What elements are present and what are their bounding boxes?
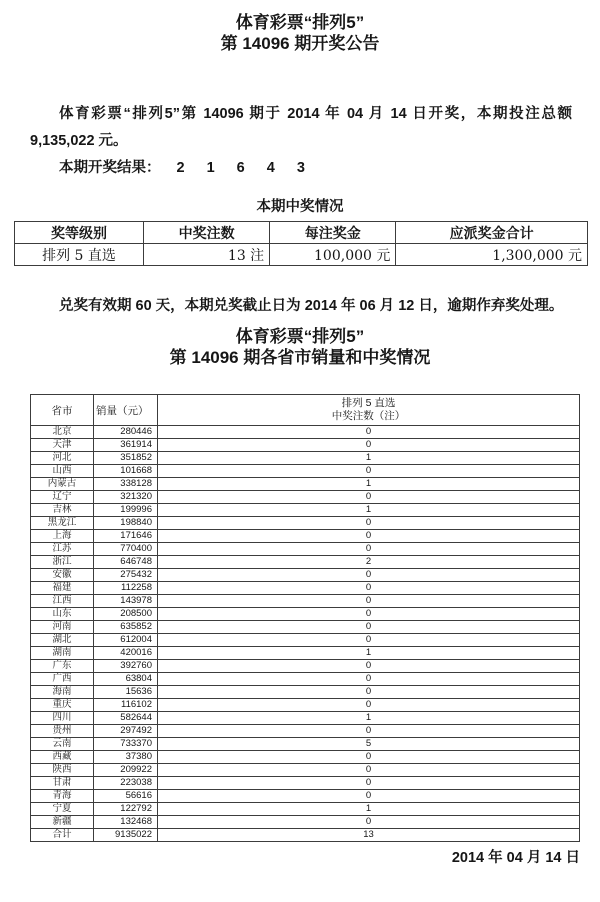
table-row [31, 712, 580, 725]
prize-table-body [15, 244, 588, 266]
province-name-cell: 广西 [31, 673, 94, 686]
sales-amount-cell: 770400 [94, 543, 158, 556]
province-name-cell: 西藏 [31, 751, 94, 764]
province-name-cell: 宁夏 [31, 803, 94, 816]
table-row [31, 426, 580, 439]
table-row [31, 738, 580, 751]
table-row [31, 803, 580, 816]
province-name-cell: 天津 [31, 439, 94, 452]
province-name-cell: 四川 [31, 712, 94, 725]
province-name-cell: 安徽 [31, 569, 94, 582]
sales-amount-cell: 112258 [94, 582, 158, 595]
wins-col-header-line2: 中奖注数（注） [331, 410, 406, 422]
province-table [30, 394, 580, 842]
win-count-cell: 5 [158, 738, 580, 751]
table-row [31, 517, 580, 530]
win-count-cell: 0 [158, 816, 580, 829]
sales-amount-cell: 15636 [94, 686, 158, 699]
province-name-cell: 湖北 [31, 634, 94, 647]
win-count-cell: 0 [158, 660, 580, 673]
table-row [31, 569, 580, 582]
win-count-cell: 0 [158, 764, 580, 777]
table-row [31, 556, 580, 569]
win-count-cell: 13 [158, 829, 580, 842]
prize-col-header-total: 应派奖金合计 [396, 222, 588, 244]
prize-col-header-count: 中奖注数 [144, 222, 270, 244]
province-name-cell: 青海 [31, 790, 94, 803]
win-count-cell: 0 [158, 751, 580, 764]
win-count-cell: 0 [158, 634, 580, 647]
table-header-row [31, 395, 580, 426]
win-count-cell: 13 注 [144, 244, 270, 266]
sales-amount-cell: 321320 [94, 491, 158, 504]
province-name-cell: 辽宁 [31, 491, 94, 504]
table-row [31, 621, 580, 634]
table-row [31, 660, 580, 673]
prize-col-header-amount: 每注奖金 [270, 222, 396, 244]
table-row [31, 829, 580, 842]
table-row [31, 816, 580, 829]
document-title-line1: 体育彩票“排列5” [235, 13, 365, 32]
total-prize-cell: 1,300,000 元 [396, 244, 588, 266]
province-name-cell: 福建 [31, 582, 94, 595]
win-count-cell: 0 [158, 426, 580, 439]
table-row [31, 504, 580, 517]
sales-amount-cell: 275432 [94, 569, 158, 582]
province-name-cell: 江苏 [31, 543, 94, 556]
sales-amount-cell: 209922 [94, 764, 158, 777]
table-row [31, 595, 580, 608]
win-count-cell: 0 [158, 699, 580, 712]
win-count-cell: 0 [158, 608, 580, 621]
province-name-cell: 浙江 [31, 556, 94, 569]
win-count-cell: 0 [158, 777, 580, 790]
sales-amount-cell: 143978 [94, 595, 158, 608]
win-count-cell: 0 [158, 439, 580, 452]
table-row [31, 439, 580, 452]
win-count-cell: 0 [158, 517, 580, 530]
prize-table-header [15, 222, 588, 244]
province-name-cell: 湖南 [31, 647, 94, 660]
province-name-cell: 吉林 [31, 504, 94, 517]
sales-amount-cell: 297492 [94, 725, 158, 738]
win-count-cell: 1 [158, 478, 580, 491]
win-count-cell: 2 [158, 556, 580, 569]
win-count-cell: 0 [158, 673, 580, 686]
draw-result-label: 本期开奖结果： [59, 160, 161, 176]
table-row [31, 790, 580, 803]
sales-amount-cell: 63804 [94, 673, 158, 686]
document-title [0, 0, 600, 54]
draw-result-value: 2 1 6 4 3 [176, 160, 314, 176]
table-row [31, 491, 580, 504]
sales-amount-cell: 280446 [94, 426, 158, 439]
win-count-cell: 0 [158, 725, 580, 738]
province-name-cell: 河南 [31, 621, 94, 634]
intro-paragraph: 体育彩票“排列5”第 14096 期于 2014 年 04 月 14 日开奖，本期投注总额 9,135,022 元。 [30, 106, 572, 149]
province-name-cell: 上海 [31, 530, 94, 543]
win-count-cell: 0 [158, 595, 580, 608]
table-row [31, 764, 580, 777]
province-section-title-line1: 体育彩票“排列5” [235, 327, 365, 346]
table-row [31, 673, 580, 686]
province-name-cell: 黑龙江 [31, 517, 94, 530]
sales-amount-cell: 361914 [94, 439, 158, 452]
province-table-body [31, 426, 580, 842]
win-count-cell: 0 [158, 686, 580, 699]
province-name-cell: 河北 [31, 452, 94, 465]
table-row [31, 530, 580, 543]
sales-amount-cell: 101668 [94, 465, 158, 478]
table-row [31, 751, 580, 764]
sales-amount-cell: 612004 [94, 634, 158, 647]
win-count-cell: 0 [158, 530, 580, 543]
sales-amount-cell: 122792 [94, 803, 158, 816]
win-count-cell: 1 [158, 712, 580, 725]
prize-level-cell: 排列 5 直选 [15, 244, 144, 266]
win-count-cell: 0 [158, 465, 580, 478]
sales-amount-cell: 37380 [94, 751, 158, 764]
sales-amount-cell: 338128 [94, 478, 158, 491]
win-count-cell: 0 [158, 569, 580, 582]
province-name-cell: 云南 [31, 738, 94, 751]
province-section-title [0, 326, 600, 368]
sales-amount-cell: 392760 [94, 660, 158, 673]
win-count-cell: 0 [158, 582, 580, 595]
wins-col-header [158, 395, 580, 426]
sales-amount-cell: 646748 [94, 556, 158, 569]
province-name-cell: 海南 [31, 686, 94, 699]
sales-amount-cell: 223038 [94, 777, 158, 790]
province-name-cell: 北京 [31, 426, 94, 439]
sales-amount-cell: 132468 [94, 816, 158, 829]
province-name-cell: 山西 [31, 465, 94, 478]
province-table-header [31, 395, 580, 426]
table-row [31, 686, 580, 699]
win-count-cell: 0 [158, 543, 580, 556]
province-name-cell: 合计 [31, 829, 94, 842]
table-row [31, 777, 580, 790]
province-name-cell: 内蒙古 [31, 478, 94, 491]
table-row [31, 608, 580, 621]
table-header-row [15, 222, 588, 244]
draw-result-line [30, 155, 572, 182]
sales-amount-cell: 208500 [94, 608, 158, 621]
table-row [31, 582, 580, 595]
sales-amount-cell: 733370 [94, 738, 158, 751]
win-count-cell: 1 [158, 452, 580, 465]
province-name-cell: 贵州 [31, 725, 94, 738]
sales-amount-cell: 420016 [94, 647, 158, 660]
sales-col-header: 销量（元） [94, 395, 158, 426]
win-count-cell: 1 [158, 647, 580, 660]
table-row [31, 465, 580, 478]
province-name-cell: 甘肃 [31, 777, 94, 790]
win-count-cell: 1 [158, 803, 580, 816]
table-row [31, 543, 580, 556]
per-bet-prize-cell: 100,000 元 [270, 244, 396, 266]
wins-col-header-line1: 排列 5 直选 [341, 397, 396, 409]
table-row [31, 725, 580, 738]
sales-amount-cell: 56616 [94, 790, 158, 803]
province-col-header: 省市 [31, 395, 94, 426]
win-count-cell: 1 [158, 504, 580, 517]
sales-amount-cell: 635852 [94, 621, 158, 634]
sales-amount-cell: 199996 [94, 504, 158, 517]
win-count-cell: 0 [158, 491, 580, 504]
sales-amount-cell: 351852 [94, 452, 158, 465]
province-name-cell: 新疆 [31, 816, 94, 829]
table-row [31, 699, 580, 712]
sales-amount-cell: 198840 [94, 517, 158, 530]
sales-amount-cell: 171646 [94, 530, 158, 543]
prize-table [14, 221, 588, 266]
province-name-cell: 山东 [31, 608, 94, 621]
document-title-line2: 第 14096 期开奖公告 [220, 34, 380, 53]
win-count-cell: 0 [158, 621, 580, 634]
province-name-cell: 广东 [31, 660, 94, 673]
sales-amount-cell: 116102 [94, 699, 158, 712]
prize-col-header-level: 奖等级别 [15, 222, 144, 244]
table-row [15, 244, 588, 266]
redeem-note: 兑奖有效期 60 天，本期兑奖截止日为 2014 年 06 月 12 日，逾期作弃奖处理。 [59, 298, 564, 314]
win-count-cell: 0 [158, 790, 580, 803]
table-row [31, 634, 580, 647]
sales-amount-cell: 582644 [94, 712, 158, 725]
prize-table-caption: 本期中奖情况 [256, 199, 344, 215]
province-section-title-line2: 第 14096 期各省市销量和中奖情况 [169, 348, 431, 367]
table-row [31, 647, 580, 660]
province-name-cell: 江西 [31, 595, 94, 608]
table-row [31, 452, 580, 465]
province-name-cell: 重庆 [31, 699, 94, 712]
footer-date: 2014 年 04 月 14 日 [451, 850, 580, 866]
sales-amount-cell: 9135022 [94, 829, 158, 842]
province-name-cell: 陕西 [31, 764, 94, 777]
table-row [31, 478, 580, 491]
